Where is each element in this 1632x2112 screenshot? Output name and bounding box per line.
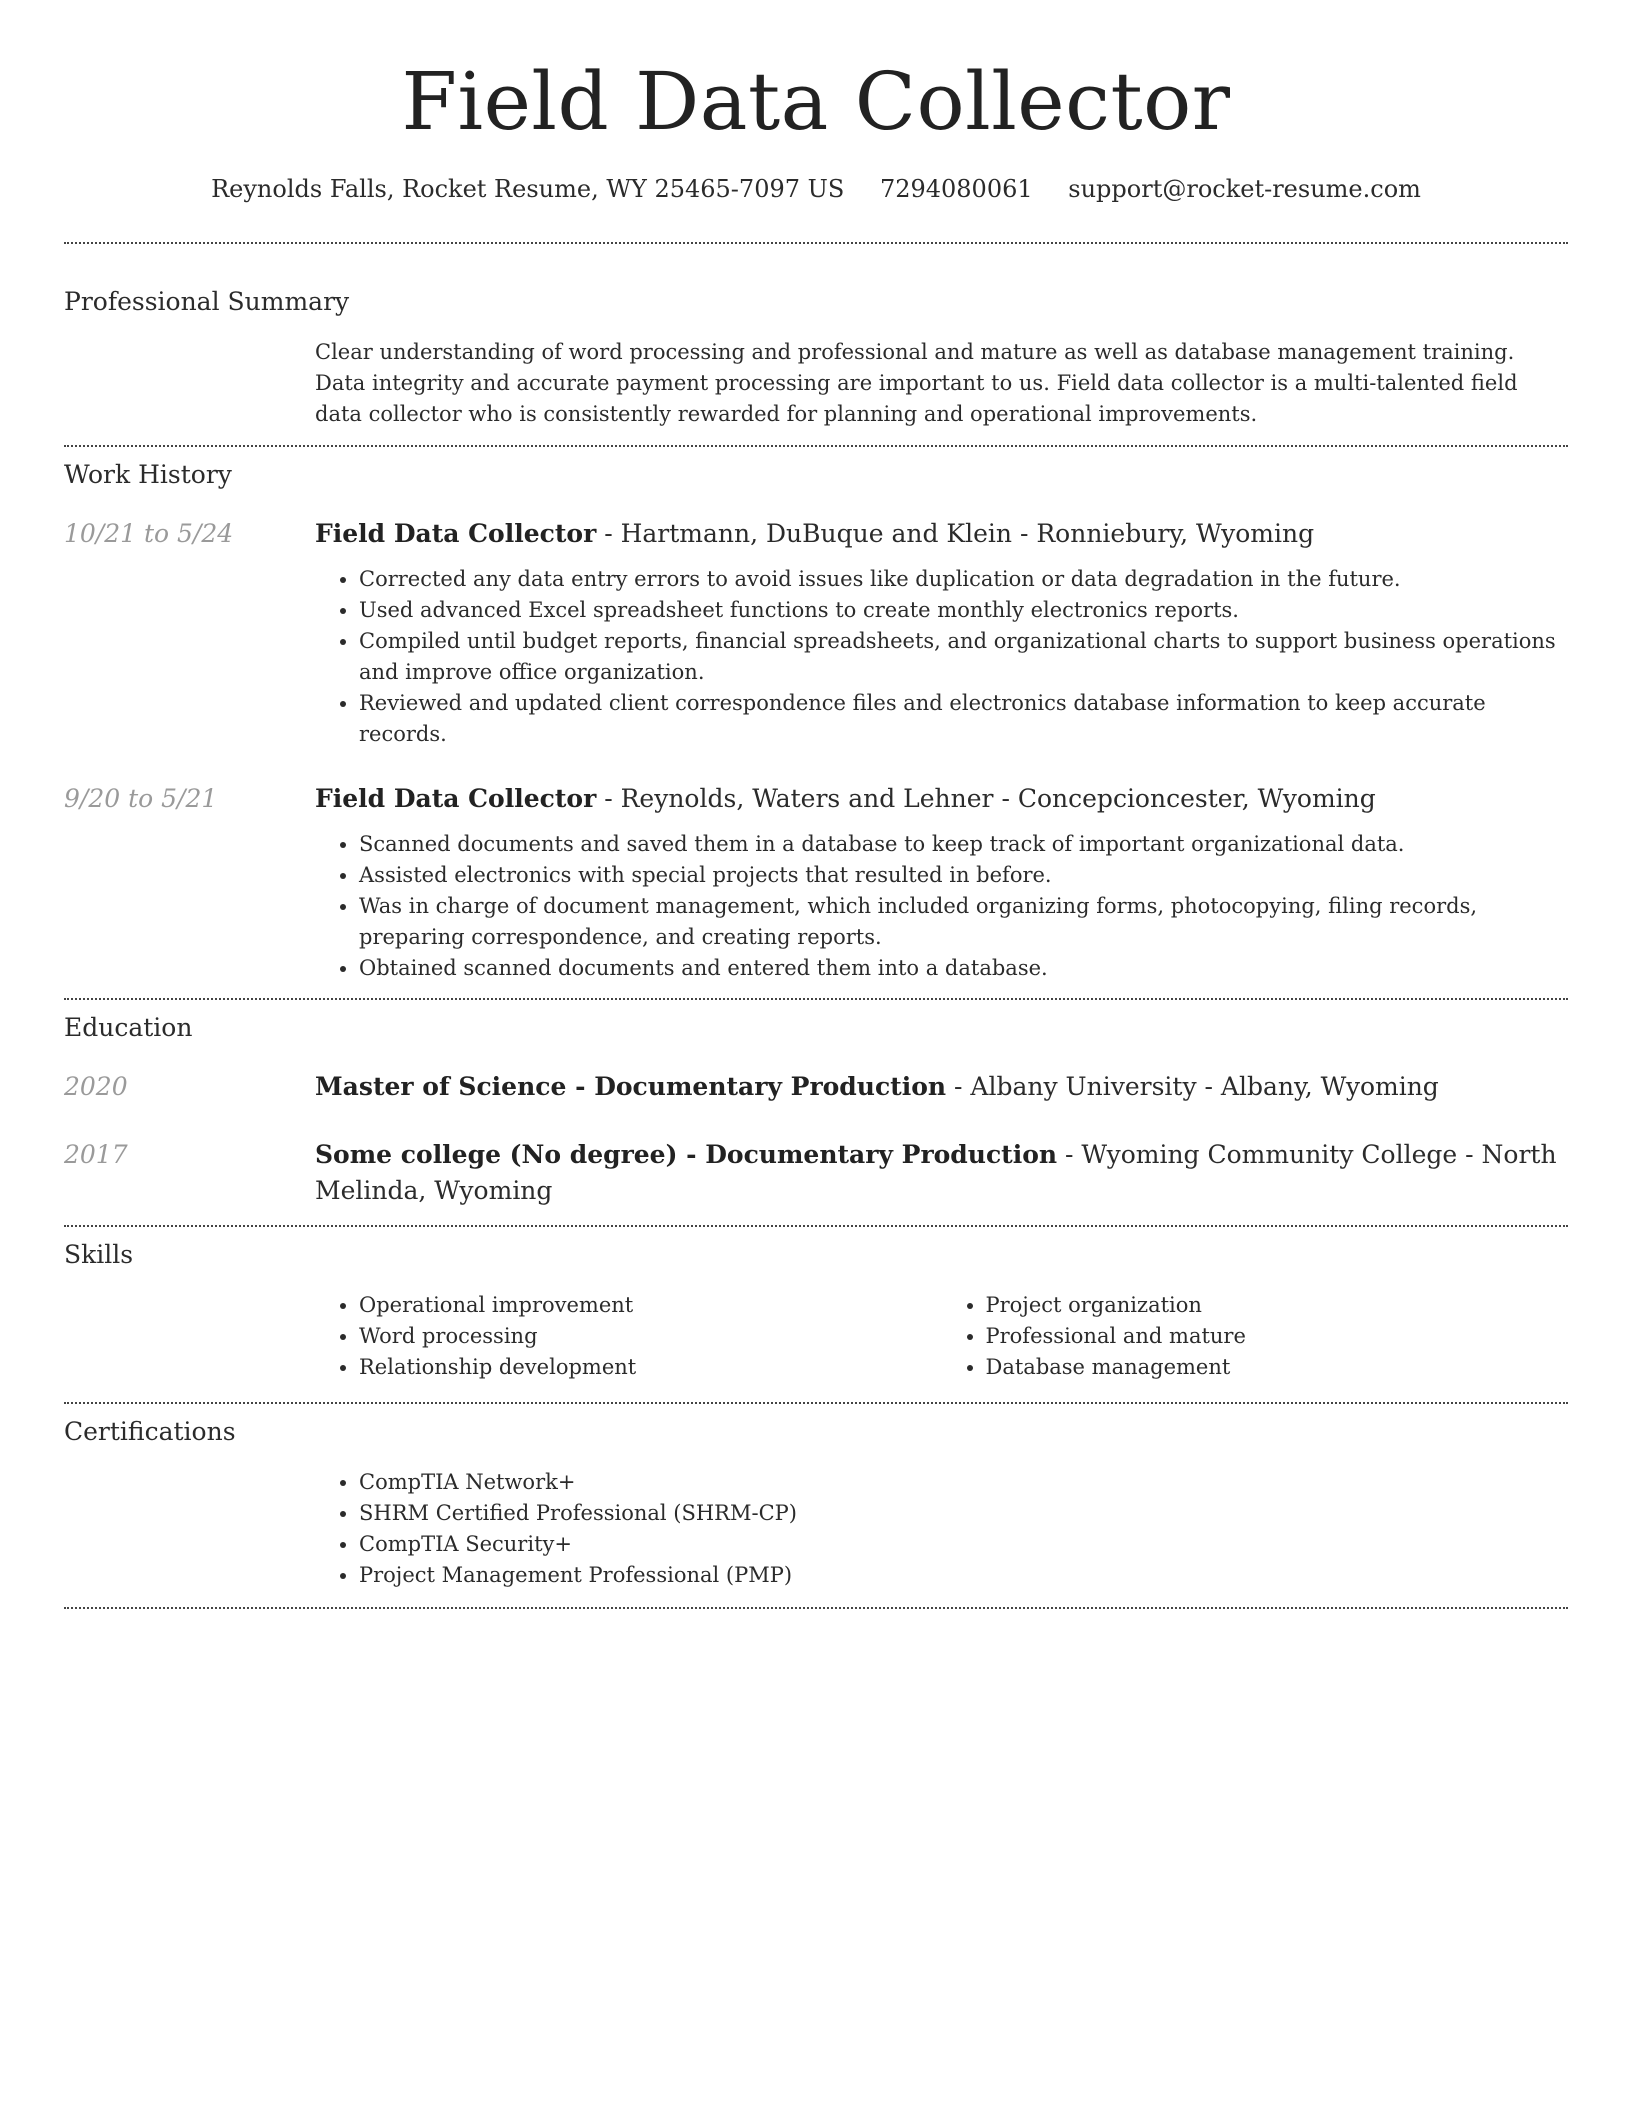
education-year: 2020 [64,1072,128,1101]
education-field: Documentary Production [705,1140,1058,1169]
education-location: Albany, Wyoming [1220,1072,1439,1101]
contact-email: support@rocket-resume.com [1068,175,1421,203]
job-bullet: • Used advanced Excel spreadsheet functions to create monthly electronics reports. [359,595,1568,626]
skills-row [64,1290,1568,1383]
job-bullet: • Corrected any data entry errors to avoid issues like duplication or data degradation in the future. [359,564,1568,595]
certifications-heading: Certifications [64,1417,236,1446]
resume-header [64,0,1568,206]
work-history-section [64,447,1568,984]
education-details: Some college (No degree) - Documentary Production - Wyoming Community College - North Melinda, Wyoming [315,1140,1557,1205]
education-section [64,1000,1568,1209]
summary-section [64,244,1568,430]
certification-item: • CompTIA Network+ [359,1467,1568,1498]
summary-heading: Professional Summary [64,287,350,316]
job-bullet: • Was in charge of document management, which included organizing forms, photocopying, filing records, preparing correspondence, and creating reports. [359,891,1568,953]
education-details: Master of Science - Documentary Production - Albany University - Albany, Wyoming [315,1072,1439,1101]
job-role: Field Data Collector [315,784,597,813]
candidate-name: Field Data Collector [401,55,1231,148]
contact-phone: 7294080061 [879,175,1033,203]
job-company: Hartmann, DuBuque and Klein [620,519,1012,548]
separator: - [1012,519,1037,548]
certifications-list [315,1467,1568,1591]
job-bullet: • Reviewed and updated client correspondence files and electronics database information to keep accurate records. [359,688,1568,750]
job-dates: 10/21 to 5/24 [64,519,234,548]
job-role: Field Data Collector [315,519,597,548]
certification-item: • Project Management Professional (PMP) [359,1560,1568,1591]
section-divider [64,1607,1568,1609]
job-dates: 9/20 to 5/21 [64,784,218,813]
separator: - [596,519,621,548]
skill-item: • Database management [986,1352,1569,1383]
job-bullets [315,564,1568,750]
summary-text: Clear understanding of word processing and professional and mature as well as database management training. Data integrity and accurate payment processing are important to us. Field data collector is a multi-talented field data collector who is consistently rewarded for planning and operational improvements. [315,340,1518,426]
job-bullets [315,829,1568,984]
skill-item: • Relationship development [359,1352,942,1383]
education-heading: Education [64,1013,193,1042]
contact-line [64,172,1568,206]
skills-column-1 [315,1290,942,1383]
job-bullet: • Obtained scanned documents and entered them into a database. [359,953,1568,984]
education-entry [64,1137,1568,1209]
skill-item: • Project organization [986,1290,1569,1321]
skills-heading: Skills [64,1240,134,1269]
education-year: 2017 [64,1140,128,1169]
job-heading [315,516,1568,552]
separator: - [993,784,1018,813]
job-location: Ronniebury, Wyoming [1036,519,1315,548]
skill-item: • Word processing [359,1321,942,1352]
job-location: Concepcioncester, Wyoming [1017,784,1376,813]
education-field: Documentary Production [594,1072,947,1101]
summary-row [64,337,1568,430]
job-company: Reynolds, Waters and Lehner [620,784,994,813]
work-history-heading: Work History [64,460,232,489]
certifications-section [64,1404,1568,1591]
separator: - [596,784,621,813]
skill-item: • Operational improvement [359,1290,942,1321]
skills-section [64,1227,1568,1383]
skill-item: • Professional and mature [986,1321,1569,1352]
certification-item: • SHRM Certified Professional (SHRM-CP) [359,1498,1568,1529]
education-school: Wyoming Community College [1081,1140,1458,1169]
job-bullet: • Scanned documents and saved them in a database to keep track of important organizational data. [359,829,1568,860]
job-entry [64,781,1568,984]
job-bullet: • Compiled until budget reports, financial spreadsheets, and organizational charts to support business operations and improve office organization. [359,626,1568,688]
contact-address: Reynolds Falls, Rocket Resume, WY 25465-7097 US [211,175,845,203]
education-school: Albany University [970,1072,1197,1101]
job-heading [315,781,1568,817]
certifications-row [64,1467,1568,1591]
education-entry [64,1069,1568,1105]
certification-item: • CompTIA Security+ [359,1529,1568,1560]
skills-grid [315,1290,1568,1383]
education-degree: Some college (No degree) [315,1140,678,1169]
job-bullet: • Assisted electronics with special projects that resulted in before. [359,860,1568,891]
education-degree: Master of Science [315,1072,567,1101]
job-entry [64,516,1568,750]
education-location: North Melinda, Wyoming [315,1140,1557,1205]
skills-column-2 [942,1290,1569,1383]
